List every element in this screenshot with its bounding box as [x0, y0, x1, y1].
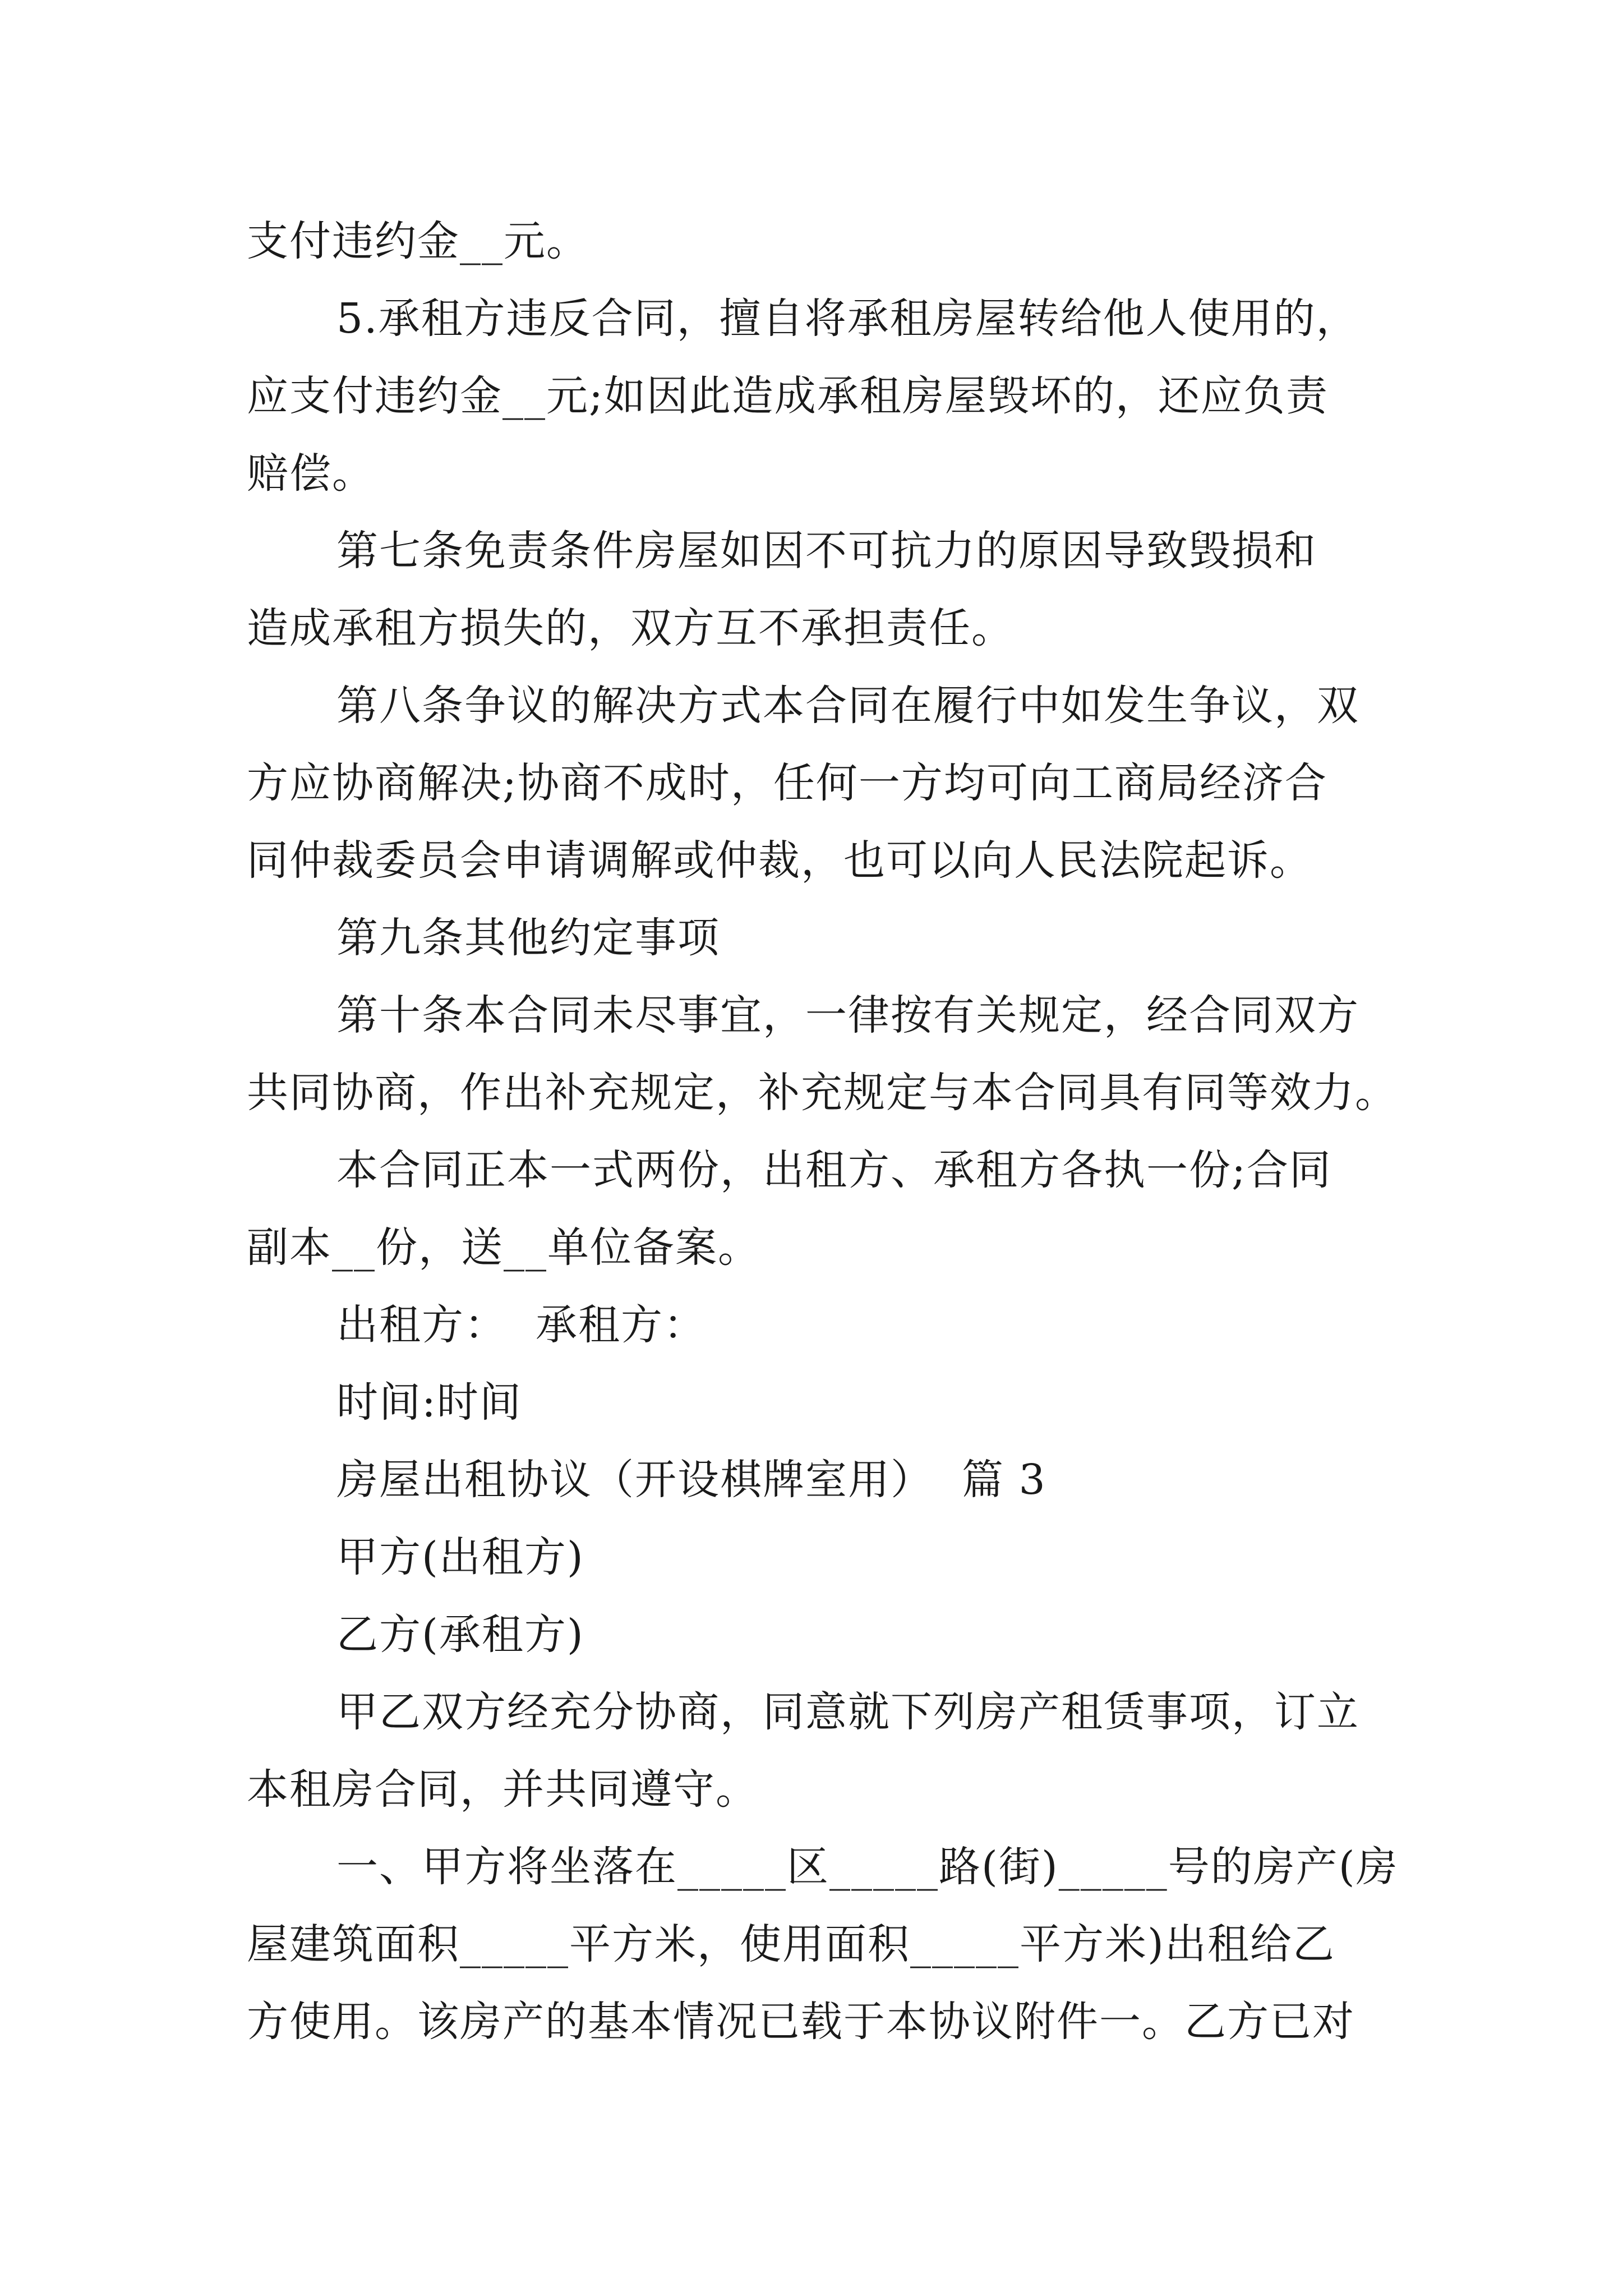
text-line: 本租房合同，并共同遵守。 — [247, 1765, 758, 1814]
text-line: 时间:时间 — [336, 1378, 522, 1427]
text-line: 应支付违约金__元;如因此造成承租房屋毁坏的，还应负责 — [247, 372, 1329, 420]
text-line: 第八条争议的解决方式本合同在履行中如发生争议，双 — [336, 682, 1359, 730]
text-line: 本合同正本一式两份，出租方、承租方各执一份;合同 — [336, 1146, 1332, 1194]
text-line: 房屋出租协议（开设棋牌室用） 篇 3 — [336, 1456, 1046, 1504]
text-line: 乙方(承租方) — [336, 1611, 584, 1659]
text-line: 第七条免责条件房屋如因不可抗力的原因导致毁损和 — [336, 527, 1317, 575]
text-line: 方应协商解决;协商不成时，任何一方均可向工商局经济合 — [247, 759, 1327, 807]
text-line: 第九条其他约定事项 — [336, 914, 720, 962]
text-line: 屋建筑面积_____平方米，使用面积_____平方米)出租给乙 — [247, 1920, 1335, 1968]
text-line: 支付违约金__元。 — [247, 217, 589, 265]
text-line: 出租方： 承租方： — [336, 1301, 707, 1349]
text-line: 方使用。该房产的基本情况已载于本协议附件一。乙方已对 — [247, 1998, 1355, 2046]
text-line: 造成承租方损失的，双方互不承担责任。 — [247, 604, 1014, 652]
text-line: 5.承租方违反合同，擅自将承租房屋转给他人使用的， — [336, 295, 1359, 343]
text-line: 赔偿。 — [247, 449, 375, 498]
text-line: 甲乙双方经充分协商，同意就下列房产租赁事项，订立 — [336, 1688, 1359, 1736]
text-line: 共同协商，作出补充规定，补充规定与本合同具有同等效力。 — [247, 1069, 1398, 1117]
text-line: 第十条本合同未尽事宜，一律按有关规定，经合同双方 — [336, 991, 1359, 1039]
text-line: 副本__份，送__单位备案。 — [247, 1223, 760, 1272]
text-line: 一、甲方将坐落在_____区_____路(街)_____号的房产(房 — [336, 1843, 1399, 1891]
text-line: 甲方(出租方) — [336, 1533, 584, 1581]
text-line: 同仲裁委员会申请调解或仲裁，也可以向人民法院起诉。 — [247, 836, 1312, 885]
